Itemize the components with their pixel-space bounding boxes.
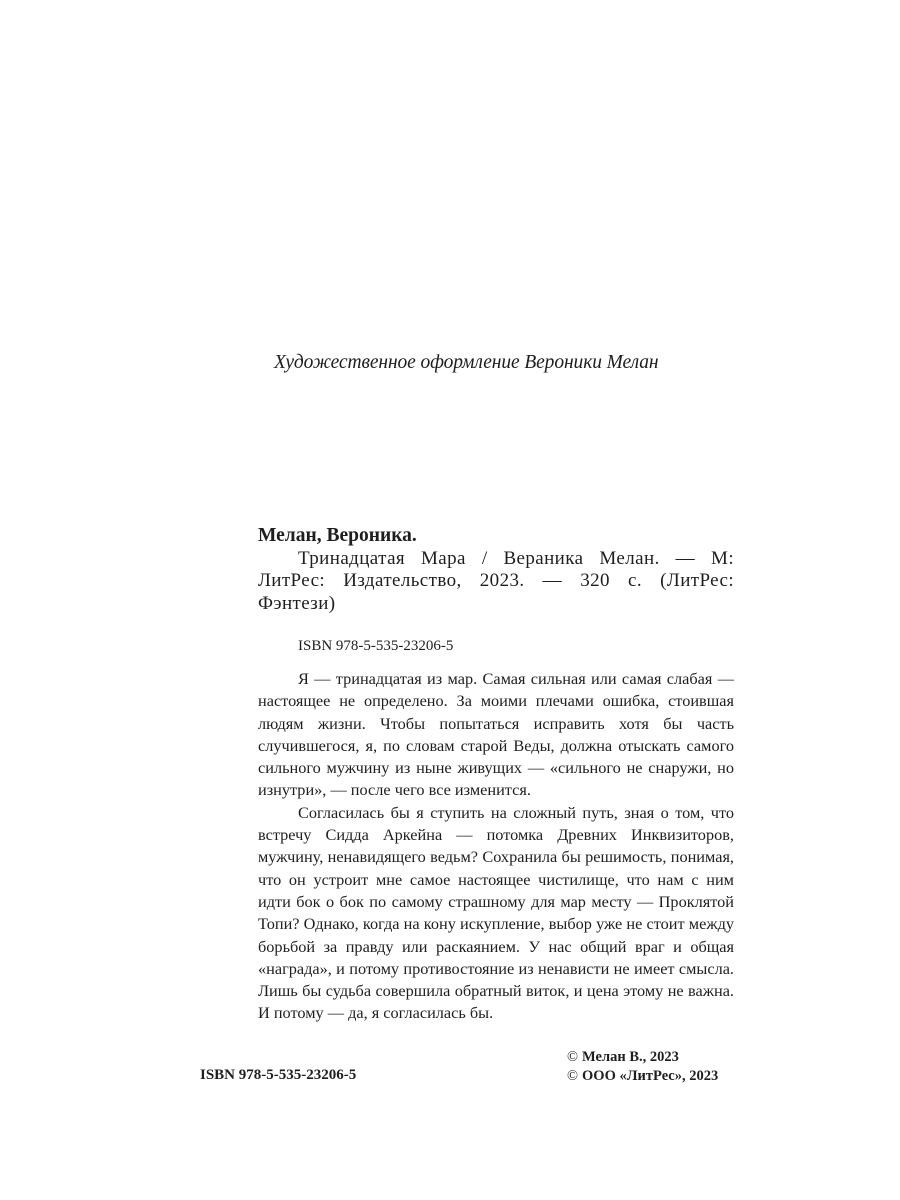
- isbn-record: ISBN 978-5-535-23206-5: [298, 638, 454, 654]
- copyright-text: ООО «ЛитРес», 2023: [582, 1068, 719, 1084]
- copyright-line: [567, 1048, 718, 1067]
- annotation-paragraph: Согласилась бы я ступить на сложный путь, зная о том, что встречу Сидда Аркейна — потомка Древних Инквизиторов, мужчину, ненавидящего ведьм? Сохранила бы решимость, понимая, что он устроит мне самое настоящее чистилище, что нам с ним идти бок о бок по самому страшному для мар месту — Проклятой Топи? Однако, когда на кону искупление, выбор уже не стоит между борьбой за правду или раскаянием. У нас общий враг и общая «награда», и потому противостояние из ненависти не имеет смысла. Лишь бы судьба совершила обратный виток, и цена этому не важна. И потому — да, я согласилась бы.: [258, 802, 734, 1023]
- author-name: Мелан, Вероника.: [258, 525, 417, 546]
- copyright-block: [567, 1048, 718, 1086]
- isbn-footer: ISBN 978-5-535-23206-5: [200, 1067, 357, 1083]
- copyright-line: [567, 1067, 718, 1086]
- annotation-paragraph: Я — тринадцатая из мар. Самая сильная или самая слабая — настоящее не определено. За моими плечами ошибка, стоившая людям жизни. Чтобы попытаться исправить хотя бы часть случившегося, я, по словам старой Веды, должна отыскать самого сильного мужчину из ныне живущих — «сильного не снаружи, но изнутри», — после чего все изменится.: [258, 669, 734, 800]
- copyright-icon: ©: [567, 1068, 579, 1084]
- design-credit: Художественное оформление Вероники Мелан: [274, 352, 659, 373]
- bibliographic-record: [258, 525, 734, 615]
- copyright-text: Мелан В., 2023: [582, 1049, 679, 1065]
- book-description: Тринадцатая Мара / Вераника Мелан. — М: ЛитРес: Издательство, 2023. — 320 с. (ЛитРес: Фэнтези): [258, 547, 734, 614]
- copyright-icon: ©: [567, 1049, 579, 1065]
- annotation: [258, 668, 734, 1025]
